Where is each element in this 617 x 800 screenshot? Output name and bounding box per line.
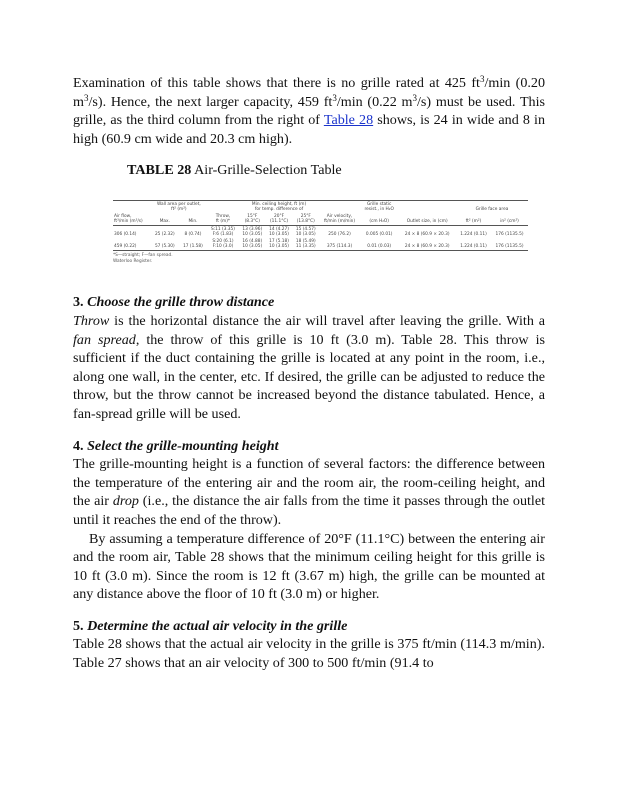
col-velocity: Air velocity, ft/min (m/min): [319, 213, 360, 226]
min-ceiling-group: Min. ceiling height, ft (m) for temp. difference of: [239, 201, 319, 214]
col-face-ft: ft² (m²): [456, 213, 491, 226]
intro-paragraph: Examination of this table shows that there is no grille rated at 425 $ft^3/\min$ (0.20 $m^3/s$). Hence, the next larger capacity, 459 $ft^3/\min$ (0.22 $m^3/s$) must be used. This grille, as the third column from the right of Table 28 shows, is 24 in wide and 8 in high (60.9 cm wide and 20.3 cm high).: [73, 74, 545, 147]
step-5-paragraph: Table 28 shows that the actual air velocity in the grille is 375 ft/min (114.3 m/min). Table 27 shows that an air velocity of 300 to 500 ft/min (91.4 to: [73, 636, 545, 672]
col-25f: 25°F (13.8°C): [292, 213, 319, 226]
step-4-paragraph: The grille-mounting height is a function of several factors: the difference between the temperature of the entering air and the room air, the room-ceiling height, and the air drop (i.e., the distance the air falls from the time it passes through the outlet until it reaches the end of the throw).: [73, 456, 545, 528]
col-min: Min.: [179, 213, 207, 226]
col-throw: Throw, ft (m)*: [207, 213, 239, 226]
wall-area-group: Wall area per outlet, ft² (m²): [151, 201, 207, 214]
grille-face-group: Grille face area: [456, 201, 528, 214]
col-outlet: Outlet size, in (cm): [398, 213, 455, 226]
table-row: 306 (0.14) 25 (2.32) 8 (0.74) S:11 (3.35) F:6 (1.83) 13 (3.96) 10 (3.05) 14 (4.27) 10 (3.05) 15 (4.57) 10 (3.05) 250 (76.2) 0.005 (0.01) 24 × 8 (60.9 × 20.3) 1.224 (0.11) 176 (1135.5): [114, 226, 524, 238]
table-footnotes: *S—straight; F—fan spread. Waterloo Register.: [113, 253, 173, 265]
table-row: 459 (0.22) 57 (5.30) 17 (1.58) S:20 (6.1) F:10 (3.0) 16 (4.88) 10 (3.05) 17 (5.18) 10 (3.05) 18 (5.49) 11 (3.35) 375 (114.3) 0.01 (0.03) 24 × 8 (60.9 × 20.3) 1.224 (0.11) 176 (1135.5): [113, 238, 528, 251]
document-page: [73, 74, 545, 673]
col-max: Max.: [151, 213, 179, 226]
col-15f: 15°F (8.3°C): [239, 213, 266, 226]
col-20f: 20°F (11.1°C): [266, 213, 293, 226]
air-grille-table: [113, 200, 528, 265]
table-caption: TABLE 28 Air-Grille-Selection Table: [127, 162, 342, 179]
col-static: (cm H₂O): [360, 213, 399, 226]
col-airflow: Air flow, ft³/min (m³/s): [113, 213, 151, 226]
step-3-heading: 3. Choose the grille throw distance: [73, 294, 275, 311]
table-28-link[interactable]: Table 28: [323, 112, 374, 129]
grille-static-group: Grille static resist., in H₂O: [360, 201, 399, 214]
step-4-paragraph-2: By assuming a temperature difference of 20°F (11.1°C) between the entering air and the room air, Table 28 shows that the minimum ceiling height for this grille is 10 ft (3.0 m). Since the room is 12 ft (3.67 m) high, the grille can be mounted at any distance above the floor of 10 ft (3.0 m) or higher.: [73, 530, 545, 603]
step-5-heading: 5. Determine the actual air velocity in the grille: [73, 617, 348, 634]
col-face-in: in² (cm²): [491, 213, 528, 226]
step-4-heading: 4. Select the grille-mounting height: [73, 437, 279, 454]
step-3-paragraph: Throw is the horizontal distance the air will travel after leaving the grille. With a fan spread, the throw of this grille is 10 ft (3.0 m). Table 28. This throw is sufficient if the duct containing the grille is located at any point in the room, i.e., along one wall, in the center, etc. If desired, the grille can be adjusted to reduce the throw, but the throw cannot be increased beyond the distance tabulated. Hence, a fan-spread grille will be used.: [73, 312, 545, 422]
